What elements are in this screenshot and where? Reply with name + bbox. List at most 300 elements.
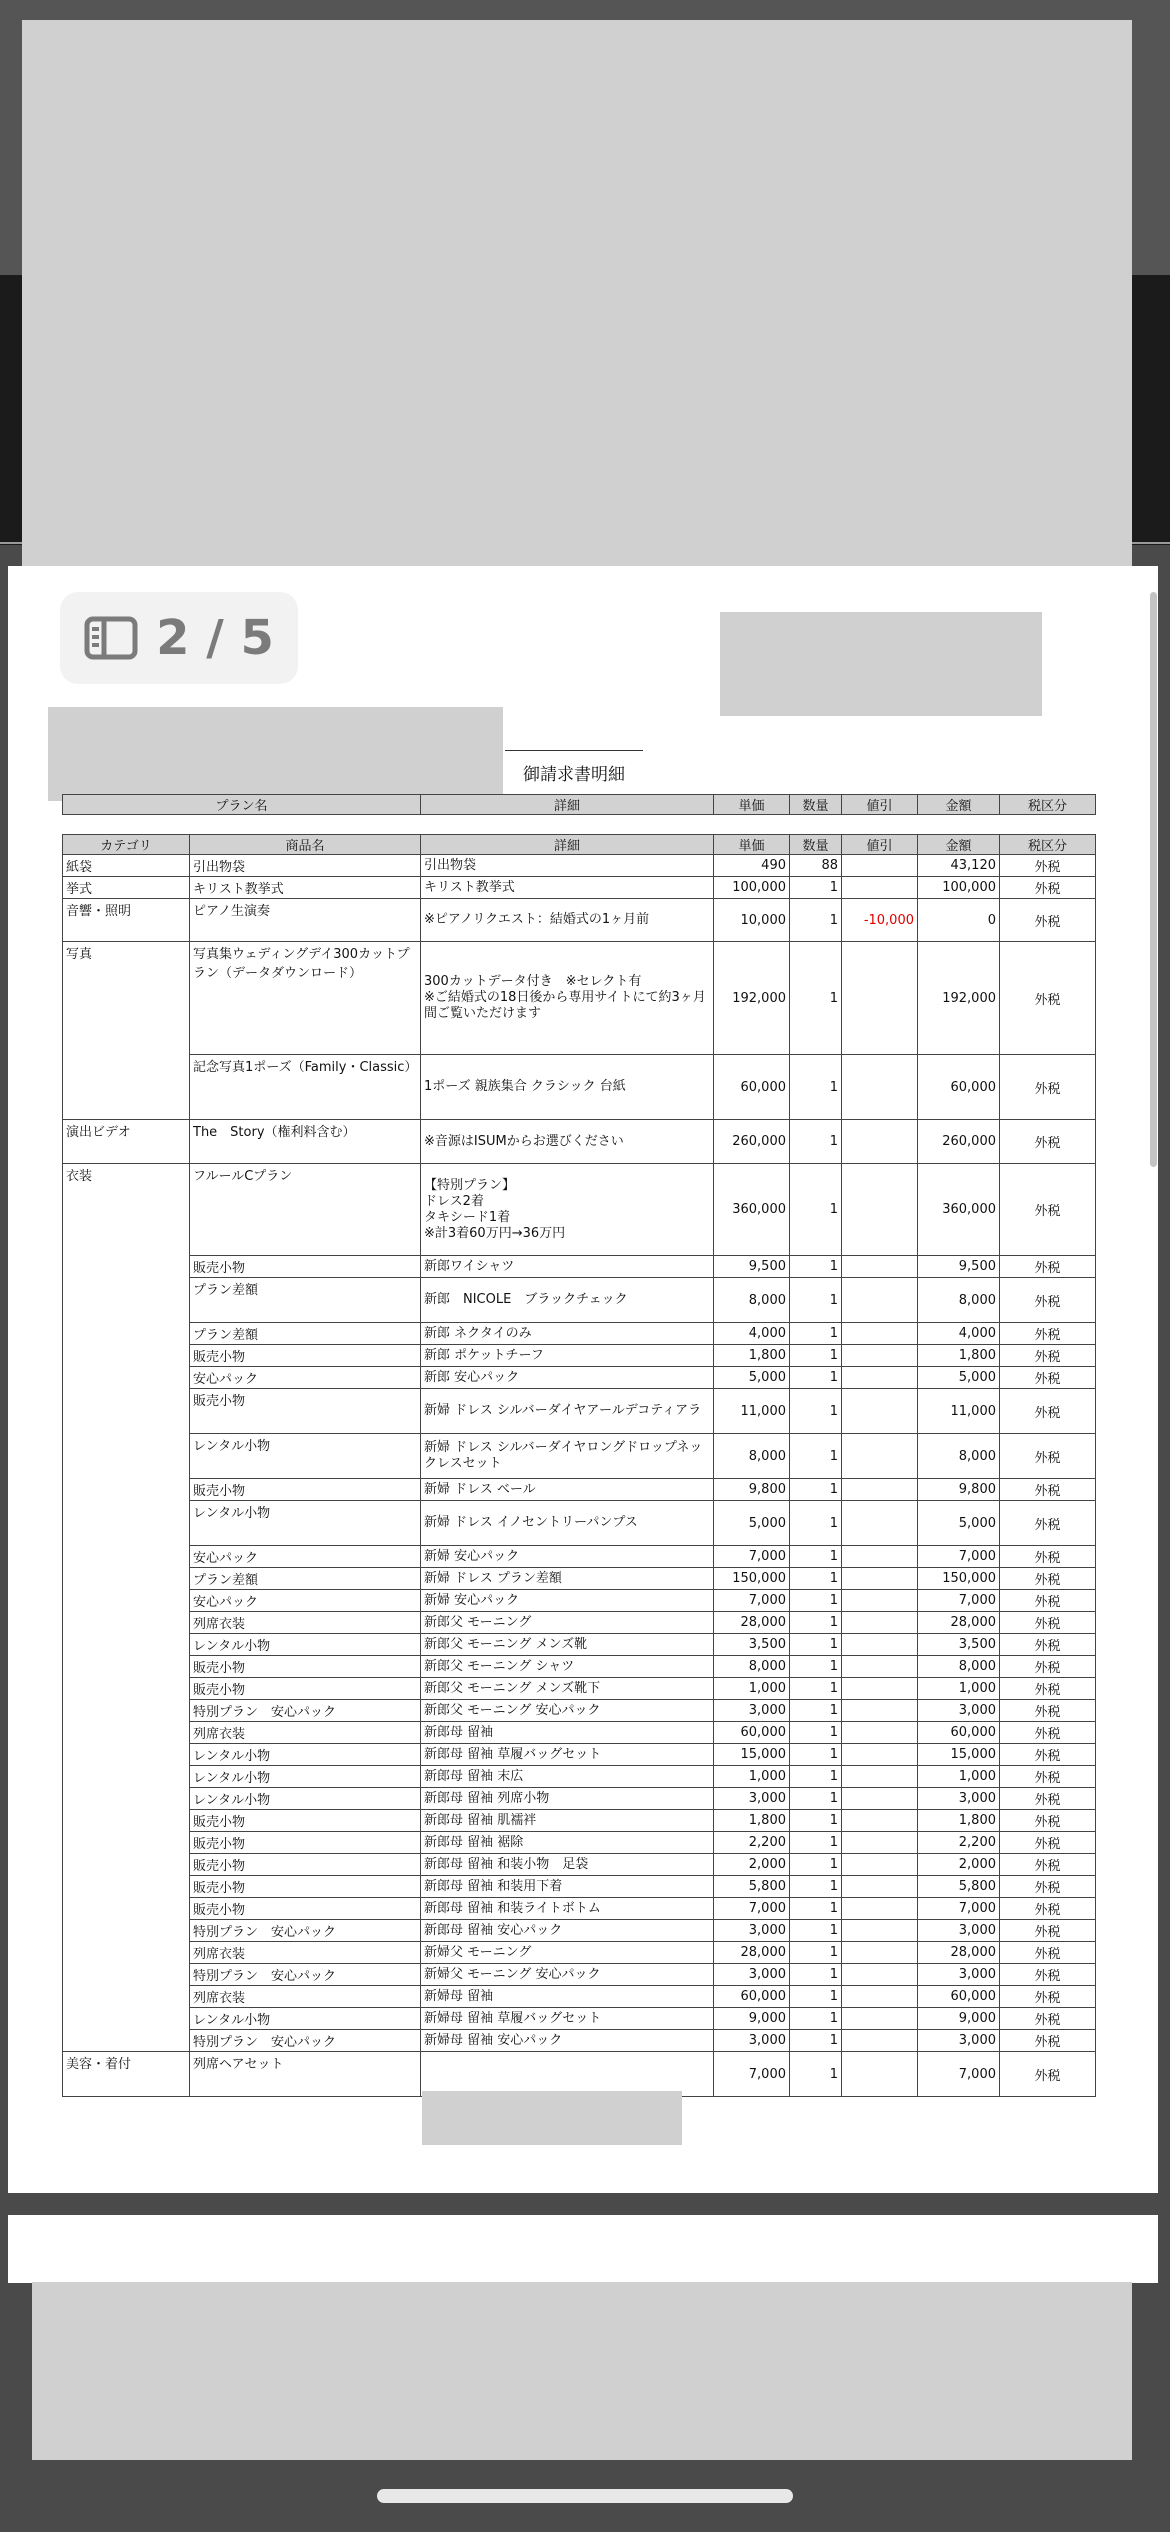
cell-tax: 外税: [1000, 1656, 1096, 1678]
cell-price: 1,000: [714, 1678, 790, 1700]
cell-disc: [842, 1854, 918, 1876]
cell-cat: [63, 1964, 190, 1986]
cell-cat: [63, 1920, 190, 1942]
cell-detail: 新婦 ドレス シルバーダイヤロングドロップネックレスセット: [421, 1434, 714, 1479]
cell-price: 260,000: [714, 1120, 790, 1164]
cell-tax: 外税: [1000, 1744, 1096, 1766]
cell-price: 5,000: [714, 1367, 790, 1389]
cell-amount: 8,000: [918, 1434, 1000, 1479]
table-row: [63, 1898, 1096, 1920]
cell-name: プラン差額: [190, 1278, 421, 1323]
cell-amount: 3,500: [918, 1634, 1000, 1656]
cell-name: 列席ヘアセット: [190, 2052, 421, 2097]
cell-tax: 外税: [1000, 1854, 1096, 1876]
cell-cat: [63, 1942, 190, 1964]
cell-amount: 3,000: [918, 1788, 1000, 1810]
cell-cat: [63, 1722, 190, 1744]
cell-disc: [842, 1656, 918, 1678]
cell-cat: [63, 1700, 190, 1722]
cell-amount: 7,000: [918, 1546, 1000, 1568]
cell-price: 3,500: [714, 1634, 790, 1656]
table-row: [63, 1568, 1096, 1590]
table-row: [63, 1766, 1096, 1788]
cell-cat: [63, 1434, 190, 1479]
cell-detail: 新婦母 留袖 安心パック: [421, 2030, 714, 2052]
cell-tax: 外税: [1000, 1964, 1096, 1986]
cell-cat: [63, 1568, 190, 1590]
cell-name: 記念写真1ポーズ（Family・Classic）: [190, 1055, 421, 1120]
cell-detail: 新郎母 留袖 草履バッグセット: [421, 1744, 714, 1766]
cell-detail: 新郎父 モーニング メンズ靴下: [421, 1678, 714, 1700]
cell-detail: 1ポーズ 親族集合 クラシック 台紙: [421, 1055, 714, 1120]
cell-amount: 1,000: [918, 1678, 1000, 1700]
cell-amount: 60,000: [918, 1722, 1000, 1744]
cell-detail: 新婦母 留袖 草履バッグセット: [421, 2008, 714, 2030]
cell-price: 60,000: [714, 1055, 790, 1120]
cell-cat: [63, 1367, 190, 1389]
cell-cat: 衣装: [63, 1164, 190, 1256]
cell-cat: [63, 2030, 190, 2052]
table-row: [63, 1055, 1096, 1120]
column-header: 税区分: [1000, 835, 1096, 855]
table-row: [63, 1367, 1096, 1389]
title-rule: [505, 750, 643, 751]
cell-detail: 新婦 ドレス イノセントリーパンプス: [421, 1501, 714, 1546]
cell-detail: ※音源はISUMからお選びください: [421, 1120, 714, 1164]
cell-name: プラン差額: [190, 1323, 421, 1345]
redacted-detail-cell: [422, 2091, 682, 2145]
cell-name: 列席衣装: [190, 1942, 421, 1964]
cell-amount: 7,000: [918, 2052, 1000, 2097]
column-header: 金額: [918, 835, 1000, 855]
table-row: [63, 1832, 1096, 1854]
cell-amount: 7,000: [918, 1898, 1000, 1920]
cell-tax: 外税: [1000, 1700, 1096, 1722]
cell-detail: 新婦 ドレス シルバーダイヤアールデコティアラ: [421, 1389, 714, 1434]
table-row: [63, 2008, 1096, 2030]
table-row: [63, 1501, 1096, 1546]
cell-qty: 1: [790, 1634, 842, 1656]
cell-tax: 外税: [1000, 1788, 1096, 1810]
cell-cat: [63, 1590, 190, 1612]
cell-detail: 新郎 ポケットチーフ: [421, 1345, 714, 1367]
cell-qty: 1: [790, 1389, 842, 1434]
cell-qty: 1: [790, 1766, 842, 1788]
cell-disc: [842, 1278, 918, 1323]
cell-tax: 外税: [1000, 1055, 1096, 1120]
plan-header-cell: プラン名: [63, 795, 421, 815]
cell-qty: 1: [790, 1434, 842, 1479]
cell-tax: 外税: [1000, 1501, 1096, 1546]
cell-detail: ※ピアノリクエスト：結婚式の1ヶ月前: [421, 899, 714, 942]
cell-tax: 外税: [1000, 1479, 1096, 1501]
table-row: [63, 1345, 1096, 1367]
plan-header-cell: 値引: [842, 795, 918, 815]
cell-detail: 300カットデータ付き ※セレクト有 ※ご結婚式の18日後から専用サイトにて約3ヶ月間ご覧いただけます: [421, 942, 714, 1055]
cell-name: レンタル小物: [190, 1744, 421, 1766]
cell-qty: 1: [790, 1590, 842, 1612]
cell-price: 28,000: [714, 1612, 790, 1634]
cell-price: 9,800: [714, 1479, 790, 1501]
cell-tax: 外税: [1000, 1634, 1096, 1656]
column-header: 詳細: [421, 835, 714, 855]
cell-name: 特別プラン 安心パック: [190, 1964, 421, 1986]
cell-qty: 1: [790, 1546, 842, 1568]
table-row: [63, 1700, 1096, 1722]
cell-tax: 外税: [1000, 1898, 1096, 1920]
cell-cat: [63, 1256, 190, 1278]
cell-detail: 新郎母 留袖 列席小物: [421, 1788, 714, 1810]
cell-price: 60,000: [714, 1722, 790, 1744]
cell-disc: [842, 1345, 918, 1367]
table-row: [63, 1744, 1096, 1766]
cell-disc: [842, 1164, 918, 1256]
next-document-page[interactable]: [8, 2215, 1158, 2285]
cell-price: 7,000: [714, 1898, 790, 1920]
cell-qty: 1: [790, 1788, 842, 1810]
cell-amount: 100,000: [918, 877, 1000, 899]
cell-detail: キリスト教挙式: [421, 877, 714, 899]
cell-detail: 引出物袋: [421, 855, 714, 877]
table-row: [63, 1434, 1096, 1479]
cell-price: 5,000: [714, 1501, 790, 1546]
cell-cat: 音響・照明: [63, 899, 190, 942]
table-row: [63, 877, 1096, 899]
cell-cat: [63, 1656, 190, 1678]
cell-amount: 150,000: [918, 1568, 1000, 1590]
cell-amount: 2,000: [918, 1854, 1000, 1876]
cell-qty: 1: [790, 2008, 842, 2030]
cell-disc: [842, 1832, 918, 1854]
column-header: 値引: [842, 835, 918, 855]
cell-amount: 9,500: [918, 1256, 1000, 1278]
cell-qty: 1: [790, 1986, 842, 2008]
cell-disc: [842, 1434, 918, 1479]
cell-detail: 新婦 ドレス ベール: [421, 1479, 714, 1501]
table-row: [63, 1964, 1096, 1986]
cell-name: 安心パック: [190, 1367, 421, 1389]
cell-price: 10,000: [714, 899, 790, 942]
cell-disc: [842, 1942, 918, 1964]
cell-qty: 1: [790, 2052, 842, 2097]
cell-amount: 3,000: [918, 1920, 1000, 1942]
cell-disc: [842, 1920, 918, 1942]
cell-disc: [842, 1546, 918, 1568]
table-row: [63, 1612, 1096, 1634]
cell-tax: 外税: [1000, 855, 1096, 877]
cell-qty: 1: [790, 1278, 842, 1323]
cell-name: 列席衣装: [190, 1986, 421, 2008]
table-row: [63, 1634, 1096, 1656]
cell-cat: [63, 1055, 190, 1120]
cell-price: 60,000: [714, 1986, 790, 2008]
cell-name: 特別プラン 安心パック: [190, 1700, 421, 1722]
column-header: カテゴリ: [63, 835, 190, 855]
cell-amount: 28,000: [918, 1612, 1000, 1634]
cell-name: 販売小物: [190, 1898, 421, 1920]
table-row: [63, 1810, 1096, 1832]
cell-disc: [842, 2008, 918, 2030]
cell-qty: 1: [790, 1920, 842, 1942]
cell-disc: [842, 1612, 918, 1634]
cell-name: 安心パック: [190, 1590, 421, 1612]
cell-cat: [63, 1876, 190, 1898]
cell-tax: 外税: [1000, 1810, 1096, 1832]
cell-qty: 1: [790, 1501, 842, 1546]
cell-amount: 360,000: [918, 1164, 1000, 1256]
cell-cat: [63, 1278, 190, 1323]
cell-qty: 1: [790, 877, 842, 899]
cell-amount: 260,000: [918, 1120, 1000, 1164]
cell-price: 28,000: [714, 1942, 790, 1964]
table-row: [63, 1389, 1096, 1434]
cell-amount: 1,800: [918, 1810, 1000, 1832]
cell-name: 販売小物: [190, 1832, 421, 1854]
cell-disc: [842, 1986, 918, 2008]
cell-detail: 新郎 NICOLE ブラックチェック: [421, 1278, 714, 1323]
table-row: [63, 1788, 1096, 1810]
cell-qty: 1: [790, 899, 842, 942]
page-indicator[interactable]: [60, 592, 298, 684]
cell-price: 9,000: [714, 2008, 790, 2030]
cell-tax: 外税: [1000, 2030, 1096, 2052]
cell-tax: 外税: [1000, 1920, 1096, 1942]
cell-amount: 192,000: [918, 942, 1000, 1055]
table-row: [63, 1323, 1096, 1345]
cell-qty: 1: [790, 1832, 842, 1854]
cell-qty: 1: [790, 1367, 842, 1389]
cell-price: 3,000: [714, 1964, 790, 1986]
cell-cat: [63, 1788, 190, 1810]
table-row: [63, 1656, 1096, 1678]
cell-tax: 外税: [1000, 1434, 1096, 1479]
table-row: [63, 1854, 1096, 1876]
cell-price: 2,000: [714, 1854, 790, 1876]
cell-detail: 新婦 ドレス プラン差額: [421, 1568, 714, 1590]
table-row: [63, 1722, 1096, 1744]
cell-detail: 新婦 安心パック: [421, 1546, 714, 1568]
column-header: 商品名: [190, 835, 421, 855]
redacted-block-left: [48, 707, 503, 801]
cell-disc: [842, 1700, 918, 1722]
cell-tax: 外税: [1000, 1986, 1096, 2008]
cell-cat: [63, 1612, 190, 1634]
table-row: [63, 1942, 1096, 1964]
cell-tax: 外税: [1000, 1766, 1096, 1788]
cell-disc: [842, 1256, 918, 1278]
redacted-block-right: [720, 612, 1042, 716]
cell-price: 100,000: [714, 877, 790, 899]
column-header: 単価: [714, 835, 790, 855]
cell-detail: [421, 2052, 714, 2097]
cell-name: レンタル小物: [190, 1788, 421, 1810]
cell-detail: 新郎母 留袖: [421, 1722, 714, 1744]
cell-qty: 1: [790, 2030, 842, 2052]
cell-cat: [63, 1986, 190, 2008]
cell-price: 490: [714, 855, 790, 877]
cell-name: 販売小物: [190, 1479, 421, 1501]
cell-tax: 外税: [1000, 942, 1096, 1055]
table-row: [63, 1479, 1096, 1501]
cell-qty: 1: [790, 1656, 842, 1678]
cell-tax: 外税: [1000, 1345, 1096, 1367]
cell-tax: 外税: [1000, 1164, 1096, 1256]
cell-disc: [842, 1479, 918, 1501]
plan-header-cell: 単価: [714, 795, 790, 815]
cell-name: フルールCプラン: [190, 1164, 421, 1256]
cell-qty: 1: [790, 1854, 842, 1876]
cell-tax: 外税: [1000, 1546, 1096, 1568]
table-row: [63, 942, 1096, 1055]
table-row: [63, 2030, 1096, 2052]
cell-name: 写真集ウェディングデイ300カットプラン（データダウンロード）: [190, 942, 421, 1055]
cell-cat: [63, 1389, 190, 1434]
cell-cat: 紙袋: [63, 855, 190, 877]
cell-qty: 1: [790, 1323, 842, 1345]
cell-qty: 1: [790, 1722, 842, 1744]
cell-amount: 60,000: [918, 1986, 1000, 2008]
cell-amount: 9,000: [918, 2008, 1000, 2030]
cell-tax: 外税: [1000, 1612, 1096, 1634]
cell-detail: 新郎母 留袖 肌襦袢: [421, 1810, 714, 1832]
sidebar-icon: [84, 616, 138, 660]
cell-price: 8,000: [714, 1434, 790, 1479]
cell-detail: 新郎 安心パック: [421, 1367, 714, 1389]
cell-cat: 演出ビデオ: [63, 1120, 190, 1164]
plan-header-cell: 数量: [790, 795, 842, 815]
table-row: [63, 1920, 1096, 1942]
scrollbar[interactable]: [1150, 592, 1157, 1167]
cell-disc: [842, 1722, 918, 1744]
cell-disc: [842, 942, 918, 1055]
cell-cat: 美容・着付: [63, 2052, 190, 2097]
plan-header-cell: 金額: [918, 795, 1000, 815]
cell-price: 15,000: [714, 1744, 790, 1766]
cell-detail: 新婦 安心パック: [421, 1590, 714, 1612]
cell-tax: 外税: [1000, 1367, 1096, 1389]
cell-disc: [842, 1367, 918, 1389]
cell-amount: 3,000: [918, 2030, 1000, 2052]
cell-qty: 1: [790, 1876, 842, 1898]
cell-price: 3,000: [714, 1920, 790, 1942]
cell-qty: 1: [790, 1345, 842, 1367]
cell-tax: 外税: [1000, 877, 1096, 899]
cell-name: キリスト教挙式: [190, 877, 421, 899]
cell-cat: 写真: [63, 942, 190, 1055]
cell-qty: 88: [790, 855, 842, 877]
table-row: [63, 1590, 1096, 1612]
cell-qty: 1: [790, 1055, 842, 1120]
cell-cat: [63, 1766, 190, 1788]
cell-name: 販売小物: [190, 1854, 421, 1876]
plan-header-cell: 詳細: [421, 795, 714, 815]
cell-disc: [842, 1120, 918, 1164]
cell-name: 安心パック: [190, 1546, 421, 1568]
cell-detail: 新郎父 モーニング メンズ靴: [421, 1634, 714, 1656]
cell-detail: 新郎 ネクタイのみ: [421, 1323, 714, 1345]
cell-amount: 3,000: [918, 1700, 1000, 1722]
cell-price: 3,000: [714, 2030, 790, 2052]
table-row: [63, 1256, 1096, 1278]
cell-detail: 新郎母 留袖 裾除: [421, 1832, 714, 1854]
cell-price: 360,000: [714, 1164, 790, 1256]
cell-name: 販売小物: [190, 1656, 421, 1678]
cell-name: ピアノ生演奏: [190, 899, 421, 942]
cell-tax: 外税: [1000, 1590, 1096, 1612]
cell-detail: 新郎母 留袖 和装小物 足袋: [421, 1854, 714, 1876]
cell-name: 販売小物: [190, 1810, 421, 1832]
cell-tax: 外税: [1000, 1722, 1096, 1744]
cell-tax: 外税: [1000, 1120, 1096, 1164]
cell-name: レンタル小物: [190, 1634, 421, 1656]
cell-qty: 1: [790, 1568, 842, 1590]
cell-cat: [63, 1501, 190, 1546]
home-indicator[interactable]: [377, 2489, 793, 2503]
cell-disc: [842, 1323, 918, 1345]
cell-amount: 15,000: [918, 1744, 1000, 1766]
cell-price: 3,000: [714, 1788, 790, 1810]
cell-tax: 外税: [1000, 1942, 1096, 1964]
cell-qty: 1: [790, 1942, 842, 1964]
document-title: 御請求書明細: [523, 765, 625, 785]
cell-disc: [842, 1744, 918, 1766]
cell-amount: 60,000: [918, 1055, 1000, 1120]
cell-tax: 外税: [1000, 1568, 1096, 1590]
cell-name: レンタル小物: [190, 1766, 421, 1788]
cell-tax: 外税: [1000, 1256, 1096, 1278]
cell-detail: 新婦父 モーニング 安心パック: [421, 1964, 714, 1986]
cell-price: 7,000: [714, 1546, 790, 1568]
cell-amount: 8,000: [918, 1278, 1000, 1323]
cell-disc: [842, 1055, 918, 1120]
cell-detail: 新郎父 モーニング: [421, 1612, 714, 1634]
cell-disc: [842, 1788, 918, 1810]
redacted-block-bottom: [32, 2282, 1132, 2460]
cell-amount: 7,000: [918, 1590, 1000, 1612]
cell-tax: 外税: [1000, 1389, 1096, 1434]
cell-qty: 1: [790, 1479, 842, 1501]
cell-disc: [842, 1590, 918, 1612]
cell-cat: [63, 1678, 190, 1700]
page-indicator-text: 2 / 5: [156, 610, 274, 666]
cell-price: 4,000: [714, 1323, 790, 1345]
cell-disc: [842, 2052, 918, 2097]
cell-amount: 2,200: [918, 1832, 1000, 1854]
cell-qty: 1: [790, 1964, 842, 1986]
cell-name: 販売小物: [190, 1876, 421, 1898]
cell-amount: 43,120: [918, 855, 1000, 877]
cell-qty: 1: [790, 1744, 842, 1766]
cell-qty: 1: [790, 1678, 842, 1700]
table-row: [63, 1876, 1096, 1898]
table-row: [63, 1546, 1096, 1568]
cell-amount: 3,000: [918, 1964, 1000, 1986]
cell-cat: [63, 2008, 190, 2030]
cell-disc: [842, 1810, 918, 1832]
cell-qty: 1: [790, 1120, 842, 1164]
cell-cat: [63, 1854, 190, 1876]
cell-price: 8,000: [714, 1656, 790, 1678]
cell-name: 販売小物: [190, 1389, 421, 1434]
cell-cat: [63, 1479, 190, 1501]
cell-detail: 新婦父 モーニング: [421, 1942, 714, 1964]
cell-name: レンタル小物: [190, 1501, 421, 1546]
cell-detail: 新郎父 モーニング 安心パック: [421, 1700, 714, 1722]
cell-amount: 0: [918, 899, 1000, 942]
cell-detail: 新郎母 留袖 末広: [421, 1766, 714, 1788]
cell-disc: [842, 1964, 918, 1986]
cell-tax: 外税: [1000, 1832, 1096, 1854]
